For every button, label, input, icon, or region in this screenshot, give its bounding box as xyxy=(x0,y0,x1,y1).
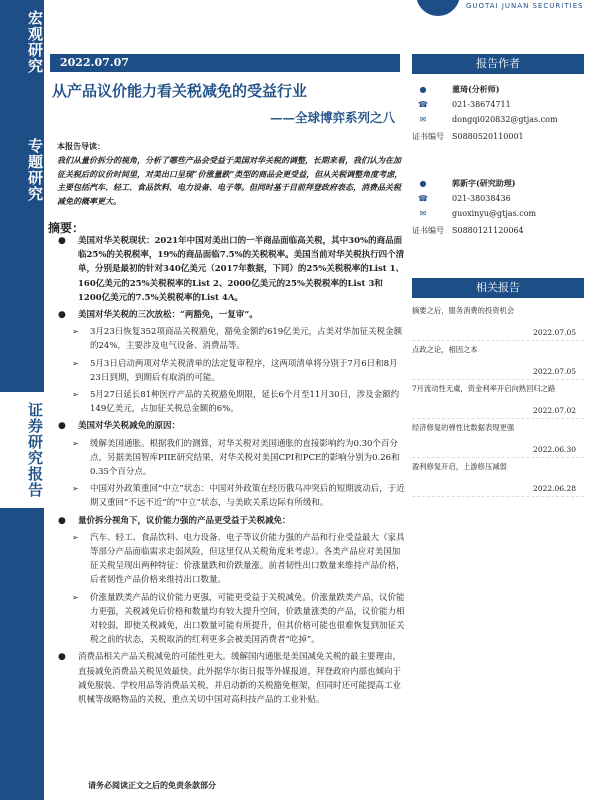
report-title: 从产品议价能力看关税减免的受益行业 xyxy=(52,82,308,100)
report-date: 2022.07.07 xyxy=(60,56,129,69)
sub-bullet-text: 中国对外政策重回“中立”状态：中国对外政策在经历俄乌冲突后的短期波动后，于近期又重回“不远不近”的“中立”状态，与美欧关系边际有所缓和。 xyxy=(90,484,405,509)
sidebar-band xyxy=(0,0,44,800)
bullet-dot-icon: ● xyxy=(58,652,66,663)
sub-bullet-text: 5月3日启动两项对华关税清单的法定复审程序，这两项清单将分别于7月6日和8月23日到期，到期后有取消的可能。 xyxy=(90,358,398,383)
person-icon: ● xyxy=(419,85,427,94)
related-item[interactable] xyxy=(412,419,584,458)
related-title: 盈利修复开启，上游修压减弱 xyxy=(412,462,507,471)
related-title: 点政之论，相因之本 xyxy=(412,345,478,354)
author-name: 董琦(分析师) xyxy=(452,84,500,94)
category-tag-special: 专题研究 xyxy=(26,138,44,202)
person-icon: ● xyxy=(419,179,427,188)
related-title: 7月流动性无虞，资金利率开启向熟回归之路 xyxy=(412,384,556,393)
arrow-bullet-icon: ➢ xyxy=(72,532,79,542)
sub-bullet-point xyxy=(68,357,406,385)
bullet-dot-icon: ● xyxy=(58,310,66,321)
related-item[interactable] xyxy=(412,341,584,380)
sub-bullet-point xyxy=(68,591,406,648)
bullet-dot-icon: ● xyxy=(58,236,66,246)
category-tag-macro: 宏观研究 xyxy=(26,10,44,74)
arrow-bullet-icon: ➢ xyxy=(72,484,79,494)
bullet-text: 美国对华关税的三次放松：“两豁免，一复审”。 xyxy=(78,310,258,321)
author-phone: 021-38038436 xyxy=(452,194,511,203)
phone-icon: ☎ xyxy=(418,194,428,203)
abstract-heading: 摘要： xyxy=(48,221,85,235)
sub-bullet-text: 缓解美国通胀。根据我们的测算，对华关税对美国通胀的直接影响约为0.30个百分点，另据美国智库PIIE研究结果，对华关税对美国CPI和PCE的影响分别为0.26和0.35个百分点。 xyxy=(90,438,400,478)
bullet-dot-icon: ● xyxy=(58,515,66,526)
sub-bullet-text: 5月27日延长81种医疗产品的关税豁免期限，延长6个月至11月30日，涉及金额约149亿美元，占加征关税总金额的6%。 xyxy=(90,390,400,415)
logo-text: GUOTAI JUNAN SECURITIES xyxy=(466,2,584,10)
related-list xyxy=(412,302,584,497)
cert-label: 证书编号 xyxy=(412,226,444,235)
arrow-bullet-icon: ➢ xyxy=(72,390,79,400)
abstract-body xyxy=(56,234,406,710)
author-card xyxy=(412,176,584,254)
sub-bullet-text: 价涨量跌类产品的议价能力更强，可能更受益于关税减免。价涨量跌类产品，议价能力更强，关税减免后价格和数量均有较大提升空间，价跌量涨类的产品，议价能力相对较弱，即使关税减免，出口数量可能有所提升，但其价格可能也很难恢复到加征关税之前的状态，关税取消的红利更多会被美国消费者“吃掉”。 xyxy=(90,592,405,646)
bullet-point xyxy=(56,419,406,433)
author-name: 郭新宇(研究助理) xyxy=(452,178,516,188)
cert-label: 证书编号 xyxy=(412,132,444,141)
arrow-bullet-icon: ➢ xyxy=(72,358,79,368)
guide-heading: 本报告导读： xyxy=(57,141,105,151)
phone-icon: ☎ xyxy=(418,100,428,109)
author-phone: 021-38674711 xyxy=(452,100,511,109)
report-subtitle: ——全球博弈系列之八 xyxy=(269,110,395,125)
bullet-text: 美国对华关税减免的原因： xyxy=(78,421,181,432)
arrow-bullet-icon: ➢ xyxy=(72,327,79,337)
related-heading: 相关报告 xyxy=(412,278,584,298)
cert-number: S0880121120064 xyxy=(452,226,524,235)
bullet-point xyxy=(56,514,406,528)
arrow-bullet-icon: ➢ xyxy=(72,438,79,448)
related-date: 2022.07.05 xyxy=(533,367,576,376)
logo-mark xyxy=(416,0,460,16)
mail-icon: ✉ xyxy=(419,209,427,218)
category-tag-report: 证券研究报告 xyxy=(0,392,44,508)
sub-bullet-point xyxy=(68,325,406,353)
related-item[interactable] xyxy=(412,380,584,419)
bullet-point xyxy=(56,308,406,322)
related-item[interactable] xyxy=(412,458,584,497)
mail-icon: ✉ xyxy=(419,115,427,124)
sub-bullet-point xyxy=(68,388,406,416)
company-logo xyxy=(416,0,584,20)
bullet-text: 量价拆分视角下，议价能力强的产品更受益于关税减免： xyxy=(78,515,291,526)
bullet-dot-icon: ● xyxy=(58,421,66,432)
sub-bullet-text: 3月23日恢复352项商品关税豁免，豁免金额约619亿美元，占美对华加征关税金额的24%，主要涉及电气设备、消费品等。 xyxy=(90,327,403,352)
related-title: 经济修复的弹性比数据表现更强 xyxy=(412,423,515,432)
arrow-bullet-icon: ➢ xyxy=(72,592,79,602)
right-column xyxy=(412,54,584,497)
related-title: 摘要之后，服务消费的投资机会 xyxy=(412,306,515,315)
sub-bullet-point xyxy=(68,437,406,480)
bullet-text: 美国对华关税现状：2021年中国对美出口的一半商品面临高关税，其中30%的商品面临25%的关税税率，19%的商品面临7.5%的关税税率。美国当前对华关税执行四个清单，分别是最初的针对340亿美元（2017年数据，下同）的25%关税税率的List 1、160亿美元的25%关税税率的List 2、2000亿美元的25%关税税率的List 3和1200亿美元的7.5%关税税率的List 4A。 xyxy=(78,236,405,303)
bullet-text: 消费品相关产品关税减免的可能性更大。缓解国内通胀是美国减免关税的最主要理由，直接减免消费品关税见效最快。此外据华尔街日报等外媒报道，拜登政府内部也倾向于减免服装、学校用品等消费品关税，并启动新的关税豁免框架，但同时还可能提高工业机械等战略物品的关税，重点关切中国对高科技产品的工业补贴。 xyxy=(78,652,402,706)
author-email[interactable]: dongqi020832@gtjas.com xyxy=(452,115,558,124)
related-date: 2022.06.30 xyxy=(533,445,576,454)
author-email[interactable]: guoxinyu@gtjas.com xyxy=(452,209,537,218)
sub-bullet-point xyxy=(68,531,406,588)
related-date: 2022.06.28 xyxy=(533,484,576,493)
authors-heading: 报告作者 xyxy=(412,54,584,74)
bullet-point xyxy=(56,234,406,305)
related-date: 2022.07.02 xyxy=(533,406,576,415)
related-date: 2022.07.05 xyxy=(533,328,576,337)
related-item[interactable] xyxy=(412,302,584,341)
cert-number: S0880520110001 xyxy=(452,132,524,141)
guide-paragraph: 我们从量价拆分的视角，分析了哪些产品会受益于美国对华关税的调整，长期来看，我们认为在加征关税后的议价时间里，对美出口呈现“价涨量跌”类型的商品会更受益，但从关税调整角度考虑，主要包括汽车、轻工、食品饮料、电力设备、电子等。但同时基于目前拜登政府表态，消费品关税减免的概率更大。 xyxy=(57,155,403,206)
author-card xyxy=(412,82,584,160)
sub-bullet-text: 汽车、轻工、食品饮料、电力设备、电子等议价能力强的产品和行业受益最大（家具等部分产品面临需求走弱风险，但这里仅从关税角度来考虑）。各类产品应对美国加征关税呈现出两种特征：价涨量跌和价跌量涨。前者韧性出口数量来维持产品价格，后者韧性产品价格来维持出口数量。 xyxy=(90,532,405,586)
bullet-point xyxy=(56,650,406,707)
disclaimer-footer: 请务必阅读正文之后的免责条款部分 xyxy=(88,780,216,790)
sub-bullet-point xyxy=(68,482,406,510)
date-bar xyxy=(50,54,400,72)
